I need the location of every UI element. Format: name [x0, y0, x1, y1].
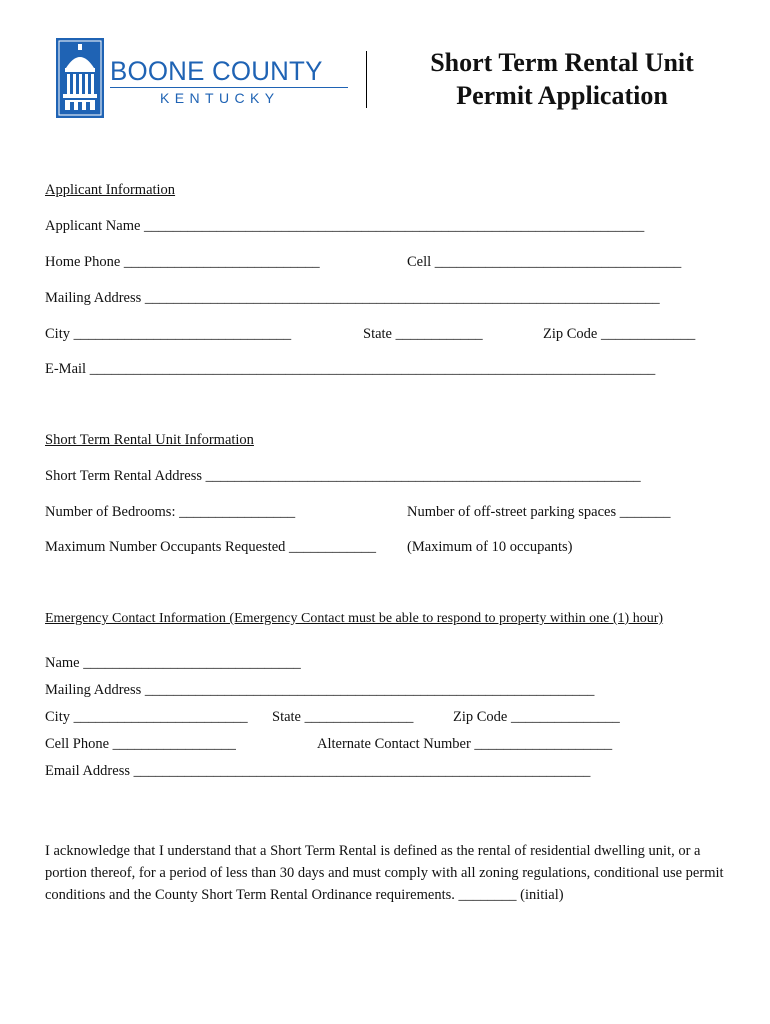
cell-field[interactable]: Cell __________________________________	[407, 254, 682, 270]
zip-field[interactable]: Zip Code _____________	[543, 326, 696, 342]
alternate-contact-number-field[interactable]: Alternate Contact Number ___________________	[317, 736, 613, 752]
emergency-state-field[interactable]: State _______________	[272, 709, 414, 725]
emergency-name-field[interactable]: Name ______________________________	[45, 655, 301, 671]
occupants-field[interactable]: Maximum Number Occupants Requested ____________	[45, 539, 377, 555]
county-seal-icon	[56, 38, 104, 123]
applicant-name-field[interactable]: Applicant Name _____________________________________________________________________	[45, 218, 645, 234]
rental-address-field[interactable]: Short Term Rental Address ____________________________________________________________	[45, 468, 641, 484]
applicant-section-heading: Applicant Information	[45, 182, 176, 198]
emergency-city-field[interactable]: City ________________________	[45, 709, 248, 725]
max-occupants-note: (Maximum of 10 occupants)	[407, 539, 573, 555]
email-field[interactable]: E-Mail ______________________________________________________________________________	[45, 361, 656, 377]
emergency-section-heading: Emergency Contact Information (Emergency Contact must be able to respond to property within one (1) hour)	[45, 611, 664, 626]
header-divider	[366, 51, 367, 108]
parking-field[interactable]: Number of off-street parking spaces _______	[407, 504, 671, 520]
title-line-2: Permit Application	[456, 81, 668, 110]
page-title	[392, 46, 732, 112]
logo-divider	[110, 87, 348, 88]
emergency-cell-phone-field[interactable]: Cell Phone _________________	[45, 736, 236, 752]
emergency-zip-field[interactable]: Zip Code _______________	[453, 709, 620, 725]
city-field[interactable]: City ______________________________	[45, 326, 292, 342]
logo-state-name: KENTUCKY	[160, 90, 280, 106]
bedrooms-field[interactable]: Number of Bedrooms: ________________	[45, 504, 296, 520]
rental-section-heading: Short Term Rental Unit Information	[45, 432, 254, 448]
emergency-mailing-address-field[interactable]: Mailing Address ______________________________________________________________	[45, 682, 595, 698]
state-field[interactable]: State ____________	[363, 326, 483, 342]
emergency-email-field[interactable]: Email Address _______________________________________________________________	[45, 763, 591, 779]
acknowledgement-text: I acknowledge that I understand that a Short Term Rental is defined as the rental of residential dwelling unit, or a portion thereof, for a period of less than 30 days and must comply with all zoning regulations, conditional use permit conditions and the County Short Term Rental Ordinance requirements. ________ (initial)	[45, 843, 724, 903]
home-phone-field[interactable]: Home Phone ___________________________	[45, 254, 320, 270]
logo-county-name: BOONE COUNTY	[110, 56, 323, 86]
mailing-address-field[interactable]: Mailing Address _______________________________________________________________________	[45, 290, 660, 306]
title-line-1: Short Term Rental Unit	[430, 48, 694, 77]
